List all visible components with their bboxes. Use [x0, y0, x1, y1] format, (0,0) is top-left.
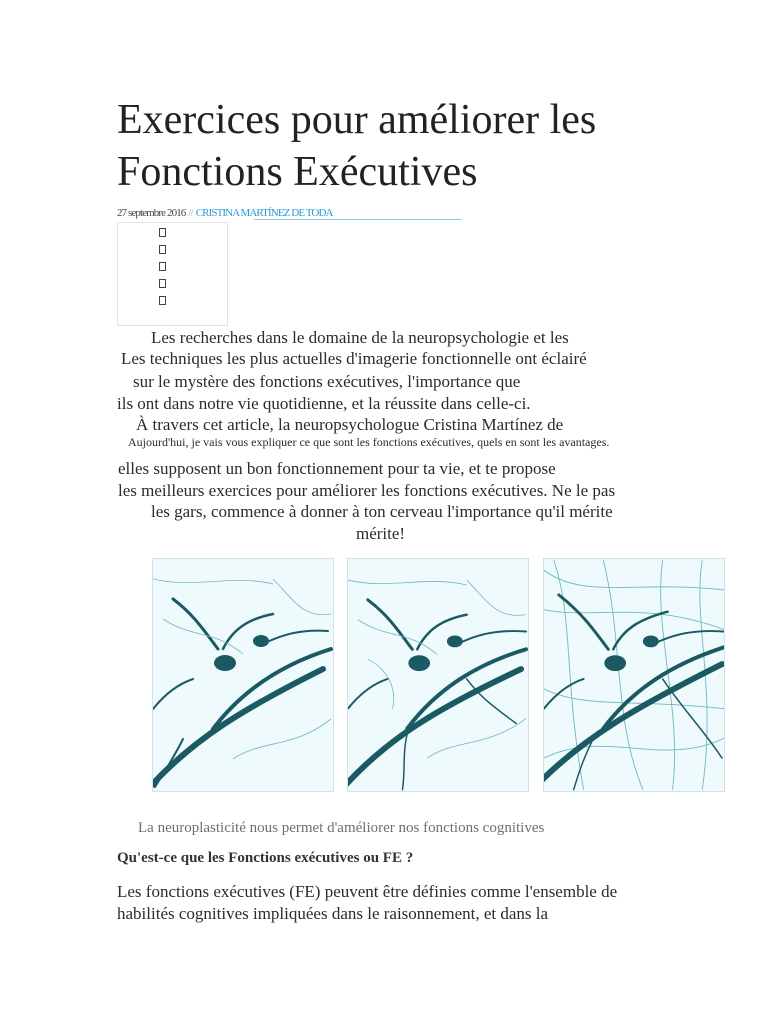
intro-line: À travers cet article, la neuropsychologue Cristina Martínez de: [136, 415, 564, 434]
neuron-panel-3: [543, 558, 725, 792]
intro-line: sur le mystère des fonctions exécutives, l'importance que: [133, 372, 521, 391]
intro-line: Aujourd'hui, je vais vous expliquer ce que sont les fonctions exécutives, quels en sont les avantages.: [128, 435, 610, 449]
intro-line: ils ont dans notre vie quotidienne, et la réussite dans celle-ci.: [117, 394, 531, 413]
share-icon-4[interactable]: [159, 279, 166, 288]
section-heading: Qu'est-ce que les Fonctions exécutives ou FE ?: [117, 850, 414, 866]
article-title: Exercices pour améliorer les Fonctions Exécutives: [117, 97, 597, 195]
intro-line: Les recherches dans le domaine de la neuropsychologie et les: [151, 328, 569, 347]
share-icon-2[interactable]: [159, 245, 166, 254]
section-line: habilités cognitives impliquées dans le raisonnement, et dans la: [117, 904, 549, 923]
figure-caption: La neuroplasticité nous permet d'améliorer nos fonctions cognitives: [138, 820, 545, 836]
meta-underline: [254, 219, 462, 220]
author-link[interactable]: CRISTINA MARTÍNEZ DE TODA: [195, 207, 333, 219]
publish-date: 27 septembre 2016: [117, 207, 186, 219]
meta-separator: //: [188, 207, 193, 219]
intro-line: mérite!: [356, 524, 406, 543]
neuron-image-2: [348, 559, 528, 791]
intro-line: Les techniques les plus actuelles d'imagerie fonctionnelle ont éclairé: [121, 349, 587, 368]
share-icon-5[interactable]: [159, 296, 166, 305]
share-icon-1[interactable]: [159, 228, 166, 237]
intro-line: les gars, commence à donner à ton cerveau l'importance qu'il mérite: [151, 502, 613, 521]
intro-line: elles supposent un bon fonctionnement pour ta vie, et te propose: [118, 459, 556, 478]
neuron-panel-2: [347, 558, 529, 792]
section-line: Les fonctions exécutives (FE) peuvent être définies comme l'ensemble de: [117, 882, 618, 901]
neuron-image-1: [153, 559, 333, 791]
neuron-panel-1: [152, 558, 334, 792]
neuron-image-3: [544, 559, 724, 791]
share-buttons-box: [117, 222, 228, 326]
article-meta: [117, 207, 333, 219]
intro-line: les meilleurs exercices pour améliorer les fonctions exécutives. Ne le pas: [118, 481, 616, 500]
share-icon-3[interactable]: [159, 262, 166, 271]
